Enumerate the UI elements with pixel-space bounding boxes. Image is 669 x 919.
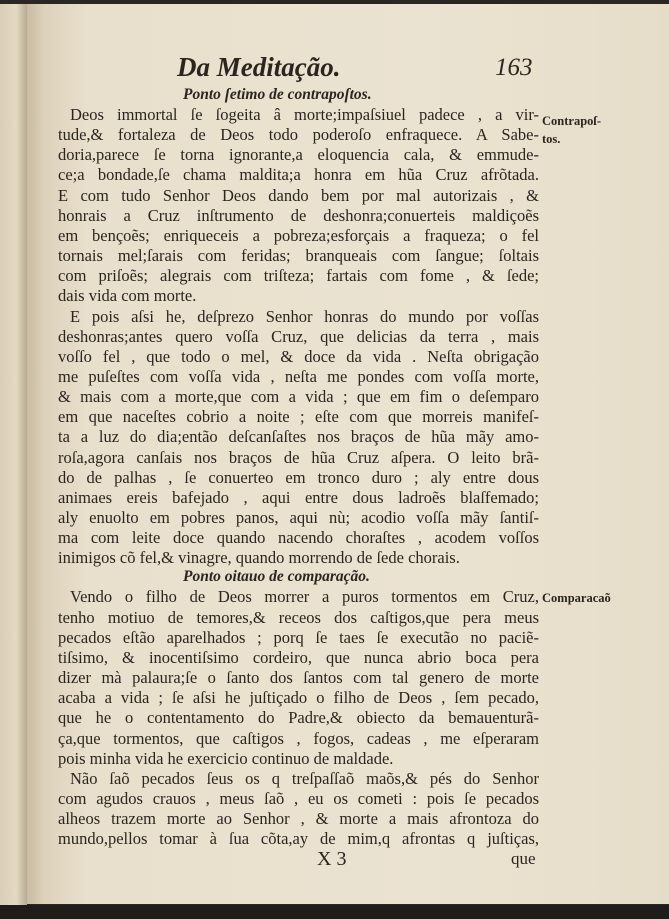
- running-header: Da Meditação.: [177, 52, 341, 82]
- text-line: tornais mel;ſarais com feridas; branqueais com ſangue; ſoltais: [58, 246, 539, 266]
- text-line: E pois aſsi he, deſprezo Senhor honras do mundo por voſſas: [70, 306, 539, 326]
- text-line: honrais a Cruz inſtrumento de deshonra;conuerteis maldiçoẽs: [58, 205, 539, 225]
- text-line: em bençoẽs; enriqueceis a pobreza;esforçais a fraqueza; o fel: [58, 225, 539, 245]
- margin-note: Contrapoſ-: [542, 114, 602, 128]
- binding-edge: [0, 905, 669, 919]
- text-line: ça,que tormentos, que caſtigos , fogos, cadeas , me eſperaram: [58, 728, 539, 748]
- signature-mark: X 3: [317, 848, 347, 870]
- margin-note: Comparacaõ: [542, 591, 611, 605]
- text-line: roſa,agora canſais nos braços de hũa Cruz aſpera. O leito brã-: [58, 447, 539, 467]
- text-line: ma com leite doce quando nacendo choraſtes , acodem voſſos: [58, 528, 539, 548]
- text-line: pecados eſtão aparelhados ; porq ſe taes ſe executão no paciẽ-: [58, 627, 539, 647]
- section-heading: Ponto oitauo de comparação.: [183, 568, 370, 585]
- text-line: mundo,pellos tomar à ſua cõta,ay de mim,q afrontas q juſtiças,: [58, 829, 539, 849]
- text-line: ta a luz do dia;então deſcanſaſtes nos braços de hũa mãy amo-: [58, 427, 539, 447]
- text-line: animaes ereis bafejado , aqui entre dous ladroẽs blaſfemado;: [58, 487, 539, 507]
- margin-note: tos.: [542, 132, 561, 146]
- text-line: tude,& fortaleza de Deos todo poderoſo enfraquece. A Sabe-: [58, 125, 539, 145]
- catchword: que: [511, 849, 536, 868]
- text-line: me puſeſtes com voſſa vida , neſta me pondes com voſſa morte,: [58, 366, 539, 386]
- text-line: doria,parece ſe torna ignorante,a eloquencia cala, & emmude-: [58, 145, 539, 165]
- text-line: com agudos crauos , meus ſaõ , eu os cometi : pois ſe pecados: [58, 788, 539, 808]
- text-line: com priſoẽs; alegrais com triſteza; fartais com fome , & ſede;: [58, 266, 539, 286]
- text-line: tenho motiuo de temores,& receos dos caſtigos,que pera meus: [58, 607, 539, 627]
- book-page: [27, 4, 669, 904]
- text-line: tiſsimo, & inocentiſsimo cordeiro, que nunca abrio boca pera: [58, 647, 539, 667]
- text-line: acaba a vida ; ſe aſsi he juſtiçado o filho de Deos , ſem pecado,: [58, 688, 539, 708]
- text-line: do de palhas , ſe conuerteo em tronco duro ; aly entre dous: [58, 467, 539, 487]
- previous-page-edge: [0, 4, 27, 906]
- text-line: voſſo fel , que todo o mel, & doce da vida . Neſta obrigação: [58, 346, 539, 366]
- text-line: alheos trazem morte ao Senhor , & morte a mais afrontoza do: [58, 809, 539, 829]
- text-line: E com tudo Senhor Deos dando bem por mal autorizais , &: [58, 185, 539, 205]
- text-line: & mais com a morte,que com a vida ; que em fim o deſemparo: [58, 387, 539, 407]
- text-line: deshonras;antes quero voſſa Cruz, que delicias da terra , mais: [58, 326, 539, 346]
- text-line: pois minha vida he exercicio continuo de maldade.: [58, 748, 394, 768]
- text-line: dais vida com morte.: [58, 286, 197, 306]
- section-heading: Ponto ſetimo de contrapoſtos.: [183, 86, 372, 103]
- page-number: 163: [495, 54, 533, 81]
- text-line: Vendo o filho de Deos morrer a puros tormentos em Cruz,: [70, 587, 539, 607]
- text-line: dizer mà palaura;ſe o ſanto dos ſantos com tal genero de morte: [58, 668, 539, 688]
- text-line: Não ſaõ pecados ſeus os q treſpaſſaõ maõs,& pés do Senhor: [70, 768, 539, 788]
- text-line: inimigos cõ fel,& vinagre, quando morrendo de ſede chorais.: [58, 548, 460, 568]
- text-line: que he o contentamento do Padre,& obiecto da bemauenturã-: [58, 708, 539, 728]
- text-line: Deos immortal ſe ſogeita â morte;impaſsiuel padece , a vir-: [70, 105, 539, 124]
- text-line: em que naceſtes cobrio a noite ; eſte com que morreis manifeſ-: [58, 407, 539, 427]
- text-line: ce;a bondade,ſe chama maldita;a honra em hũa Cruz afrõtada.: [58, 165, 539, 185]
- text-line: aly enuolto em pobres panos, aqui nù; acodio voſſa mãy ſantiſ-: [58, 508, 539, 527]
